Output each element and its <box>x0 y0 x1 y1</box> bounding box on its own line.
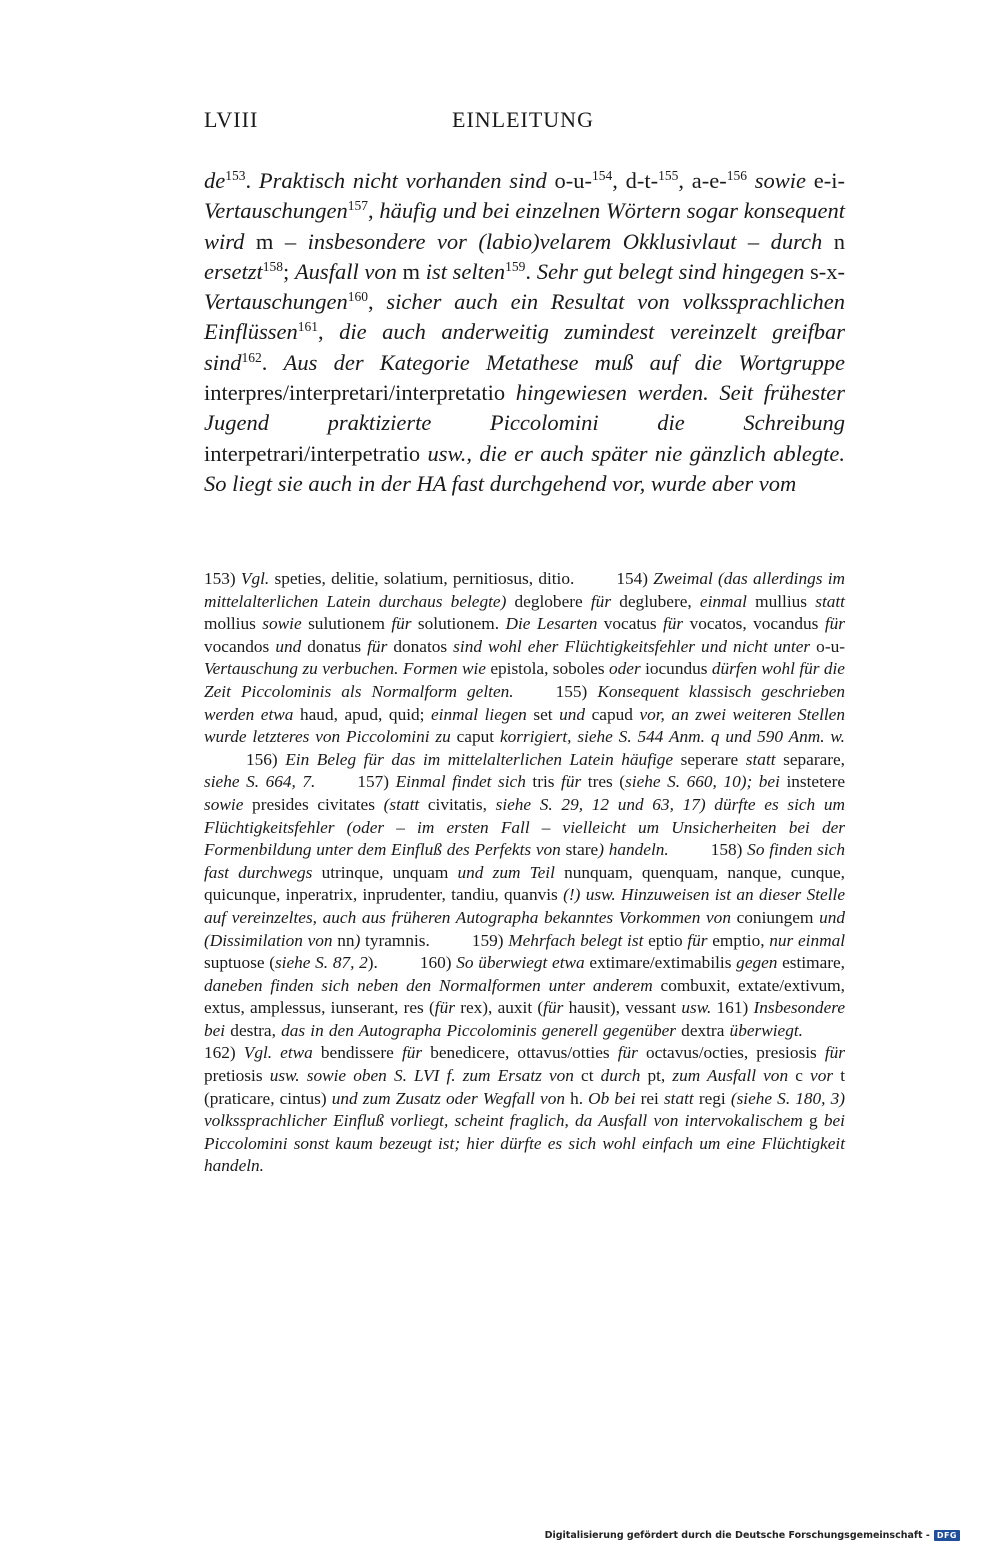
dfg-logo-icon: DFG <box>934 1530 960 1541</box>
footnotes: 153) Vgl. speties, delitie, solatium, pernitiosus, ditio. 154) Zweimal (das allerdings im mittelalterlichen Latein durchaus belegte) deglobere für deglubere, einmal mullius statt mollius sowie sulutionem für solutionem. Die Lesarten vocatus für vocatos, vocandus für vocandos und donatus für donatos sind wohl eher Flüchtigkeitsfehler und nicht unter o-u-Vertauschung zu verbuchen. Formen wie epistola, soboles oder iocundus dürfen wohl für die Zeit Piccolominis als Normalform gelten. 155) Konsequent klassisch geschrieben werden etwa haud, apud, quid; einmal liegen set und capud vor, an zwei weiteren Stellen wurde letzteres von Piccolomini zu caput korrigiert, siehe S. 544 Anm. q und 590 Anm. w.156) Ein Beleg für das im mittelalterlichen Latein häufige seperare statt separare, siehe S. 664, 7. 157) Einmal findet sich tris für tres (siehe S. 660, 10); bei instetere sowie presides civitates (statt civitatis, siehe S. 29, 12 und 63, 17) dürfte es sich um Flüchtigkeitsfehler (oder – im ersten Fall – vielleicht um Unsicherheiten bei der Formenbildung unter dem Einfluß des Perfekts von stare) handeln. 158) So finden sich fast durchwegs utrinque, unquam und zum Teil nunquam, quenquam, nanque, cunque, quicunque, inperatrix, inprudenter, tandiu, quanvis (!) usw. Hinzuweisen ist an dieser Stelle auf vereinzeltes, auch aus früheren Autographa bekanntes Vorkommen von coniungem und (Dissimilation von nn) tyramnis. 159) Mehrfach belegt ist eptio für emptio, nur einmal suptuose (siehe S. 87, 2). 160) So überwiegt etwa extimare/extimabilis gegen estimare, daneben finden sich neben den Normalformen unter anderem combuxit, extate/extivum, extus, amplessus, iunserant, res (für rex), auxit (für hausit), vessant usw. 161) Insbesondere bei destra, das in den Autographa Piccolominis generell gegenüber dextra überwiegt.162) Vgl. etwa bendissere für benedicere, ottavus/otties für octavus/octies, presiosis für pretiosis usw. sowie oben S. LVI f. zum Ersatz von ct durch pt, zum Ausfall von c vor t (praticare, cintus) und zum Zusatz oder Wegfall von h. Ob bei rei statt regi (siehe S. 180, 3) volkssprachlicher Einfluß vorliegt, scheint fraglich, da Ausfall von intervokalischem g bei Piccolomini sonst kaum bezeugt ist; hier dürfte es sich wohl einfach um eine Flüchtigkeit handeln. <box>204 569 846 1176</box>
body-text: $de^{153}$. Praktisch nicht vorhanden sind o-u-$^{154}$, d-t-$^{155}$, a-e-$^{156}$ sowie e-i-Vertauschungen$^{157}$, häufig und bei einzelnen Wörtern sogar konsequent wird m – insbesondere vor (labio)velarem Okklusivlaut – durch n ersetzt$^{158}$; Ausfall von m ist selten$^{159}$. Sehr gut belegt sind hingegen s-x-Vertauschungen$^{160}$, sicher auch ein Resultat von volkssprachlichen Einflüssen$^{161}$, die auch anderweitig zumindest vereinzelt greifbar sind$^{162}$. Aus der Kategorie Metathese muß auf die Wortgruppe interpres/interpretari/interpretatio hingewiesen werden. Seit frühester Jugend praktizierte Piccolomini die Schreibung interpetrari/interpetratio usw., die er auch später nie gänzlich ablegte. So liegt sie auch in der HA fast durchgehend vor, wurde aber vom <box>204 167 846 496</box>
running-head: EINLEITUNG <box>452 107 594 132</box>
page-number: LVIII <box>204 107 259 132</box>
credit-text: Digitalisierung gefördert durch die Deutsche Forschungsgemeinschaft - <box>544 1530 930 1541</box>
digitization-credit <box>545 1530 960 1541</box>
